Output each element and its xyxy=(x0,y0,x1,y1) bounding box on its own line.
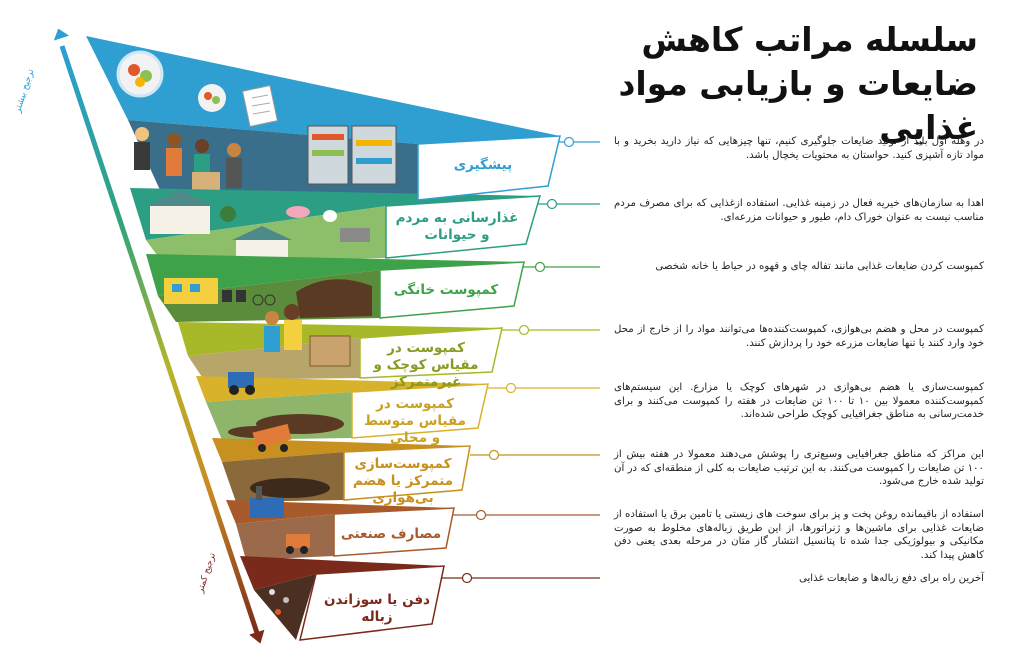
arrow-label-bottom: ترجیح کمتر xyxy=(195,551,218,595)
arrow-head-bottom xyxy=(249,630,268,646)
farmer-icon xyxy=(284,304,300,320)
level-description-industrial: استفاده از باقیمانده روغن پخت و پز برای سوخت های زیستی یا تامین برق یا استفاده از ضایعات غذایی برای ماشین‌ها و ژنراتورها، از این طریق زباله‌های مخلوط به صورت مکانیکی و بیولوژیکی جدا شده تا پتانسیل انتشار گاز متان در مرحله بعدی یعنی دفن کاهش پیدا کند. xyxy=(614,509,984,561)
small-plate-icon xyxy=(198,84,226,112)
plate-icon xyxy=(118,52,162,96)
level-description-home-compost: کمپوست کردن ضایعات غذایی مانند تفاله چای و قهوه در حیاط یا خانه شخصی xyxy=(655,261,984,272)
donate-box-icon xyxy=(192,172,220,192)
house-icon xyxy=(150,204,210,234)
level-label-small-scale: کمپوست در مقیاس کوچک و غیرمتمرکز xyxy=(373,340,479,390)
title-line-1: سلسله مراتب کاهش xyxy=(641,20,978,59)
pig-icon xyxy=(286,206,310,218)
level-label-landfill: دفن یا سوزاندن زباله xyxy=(324,592,430,625)
level-description-centralized: این مراکز که مناطق جغرافیایی وسیع‌تری را پوشش می‌دهند معمولا در هفته بیش از ۱۰۰ تن ضایعات را کمپوست می‌کنند. به این ترتیب ضایعات به کلی از منطقه‌ای که در آن تولید شده خارج می‌شود. xyxy=(614,449,984,488)
truck-icon xyxy=(286,534,310,548)
level-description-small-scale: کمپوست در محل و هضم بی‌هوازی، کمپوست‌کننده‌ها می‌توانند مواد را از خارج از محل خود وارد کنند یا تنها ضایعات مزرعه خود را پردازش کنند. xyxy=(614,324,984,349)
page-title xyxy=(558,18,978,150)
level-label-industrial: مصارف صنعتی xyxy=(340,526,442,542)
level-description-prevention: در وهله اول باید از تولید ضایعات جلوگیری کنیم، تنها چیزهایی که نیاز دارید بخرید و با مواد تازه آشپزی کنید. حواستان به محتویات یخچال باشد. xyxy=(614,136,984,161)
level-label-medium-scale: کمپوست در مقیاس متوسط و محلی xyxy=(363,396,467,446)
level-label-home-compost: کمپوست خانگی xyxy=(393,282,499,298)
arrow-head-top xyxy=(51,26,69,40)
title-line-2: ضایعات و بازیابی مواد غذایی xyxy=(618,64,978,147)
level-description-landfill: آخرین راه برای دفع زباله‌ها و ضایعات غذایی xyxy=(798,573,984,584)
level-label-centralized: کمپوست‌سازی متمرکز یا هضم بی‌هوازی xyxy=(352,456,454,506)
compost-crate-icon xyxy=(310,336,350,366)
compost-bin-icon xyxy=(222,290,232,302)
level-description-medium-scale: کمپوست‌سازی یا هضم بی‌هوازی در شهرهای کوچک یا مزارع. این سیستم‌های کمپوست‌کننده معمولا بین ۱۰ تا ۱۰۰ تن ضایعات در هفته را کمپوست می‌کنند و برای خدمت‌رسانی به مناطق جغرافیایی کوچک طراحی شده‌اند. xyxy=(614,382,985,421)
trough-icon xyxy=(340,228,370,242)
person-icon xyxy=(135,127,149,141)
chicken-icon xyxy=(323,210,337,222)
level-label-feeding: غذارسانی به مردم و حیوانات xyxy=(395,210,519,243)
arrow-label-top: ترجیح بیشتر xyxy=(12,67,37,115)
level-description-feeding: اهدا به سازمان‌های خیریه فعال در زمینه غذایی. استفاده ازغذایی که برای مصرف مردم مناسب نیست به عنوان خوراک دام، طیور و حیوانات مزرعه‌ای. xyxy=(614,198,984,223)
factory-icon xyxy=(250,498,284,518)
level-label-prevention: پیشگیری xyxy=(453,157,513,173)
